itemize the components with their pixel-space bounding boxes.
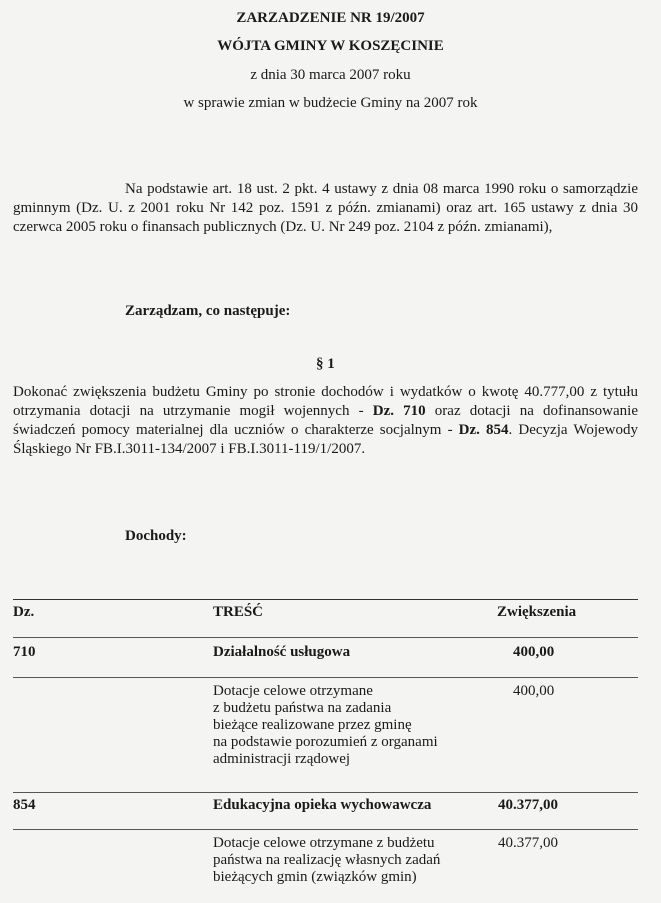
row-tresc: Działalność usługowa	[213, 644, 351, 660]
doc-issuer: WÓJTA GMINY W KOSZĘCINIE	[217, 38, 444, 54]
header-tresc: TREŚĆ	[213, 604, 264, 620]
row-tresc: Dotacje celowe otrzymane z budżetu państwa na zadania bieżące realizowane przez gminę na podstawie porozumień z organami administracji rządowej	[213, 683, 438, 767]
body-text-2: oraz dotacji na dofinansowanie świadczeń pomocy materialnej dla uczniów o charakterze socjalnym -	[13, 403, 638, 438]
row-tresc: Edukacyjna opieka wychowawcza	[213, 797, 432, 813]
decree-statement: Zarządzam, co następuje:	[125, 303, 291, 319]
row-value: 40.377,00	[498, 835, 558, 851]
doc-date: z dnia 30 marca 2007 roku	[250, 67, 411, 83]
dz-854-ref: Dz. 854	[458, 422, 509, 438]
row-value: 400,00	[513, 644, 555, 660]
section-paragraph	[13, 383, 638, 459]
row-divider	[13, 637, 638, 638]
row-value: 400,00	[513, 683, 555, 699]
dz-710-ref: Dz. 710	[372, 403, 426, 419]
header-zwiekszenia: Zwiększenia	[497, 604, 577, 620]
table-top-border	[13, 599, 638, 600]
row-dz: 854	[13, 797, 36, 813]
row-divider	[13, 829, 638, 830]
row-divider	[13, 792, 638, 793]
row-tresc: Dotacje celowe otrzymane z budżetu państwa na realizację własnych zadań bieżących gmin (związków gmin)	[213, 835, 441, 885]
body-text-3: . Decyzja Wojewody Śląskiego Nr FB.I.3011-134/2007 i FB.I.3011-119/1/2007.	[13, 422, 638, 457]
body-text-1: Dokonać zwiększenia budżetu Gminy po stronie dochodów i wydatków o kwotę 40.777,00 z tytułu otrzymania dotacji na utrzymanie mogił wojennych -	[13, 384, 638, 419]
row-value: 40.377,00	[498, 797, 558, 813]
doc-subject: w sprawie zmian w budżecie Gminy na 2007 rok	[183, 95, 478, 111]
income-label: Dochody:	[125, 528, 187, 544]
row-dz: 710	[13, 644, 36, 660]
doc-title: ZARZADZENIE NR 19/2007	[236, 10, 425, 26]
header-dz: Dz.	[13, 604, 35, 620]
row-divider	[13, 677, 638, 678]
section-mark: § 1	[316, 356, 335, 372]
preamble-paragraph: Na podstawie art. 18 ust. 2 pkt. 4 ustawy z dnia 08 marca 1990 roku o samorządzie gminnym (Dz. U. z 2001 roku Nr 142 poz. 1591 z późn. zmianami) oraz art. 165 ustawy z dnia 30 czerwca 2005 roku o finansach publicznych (Dz. U. Nr 249 poz. 2104 z późn. zmianami),	[13, 181, 638, 235]
